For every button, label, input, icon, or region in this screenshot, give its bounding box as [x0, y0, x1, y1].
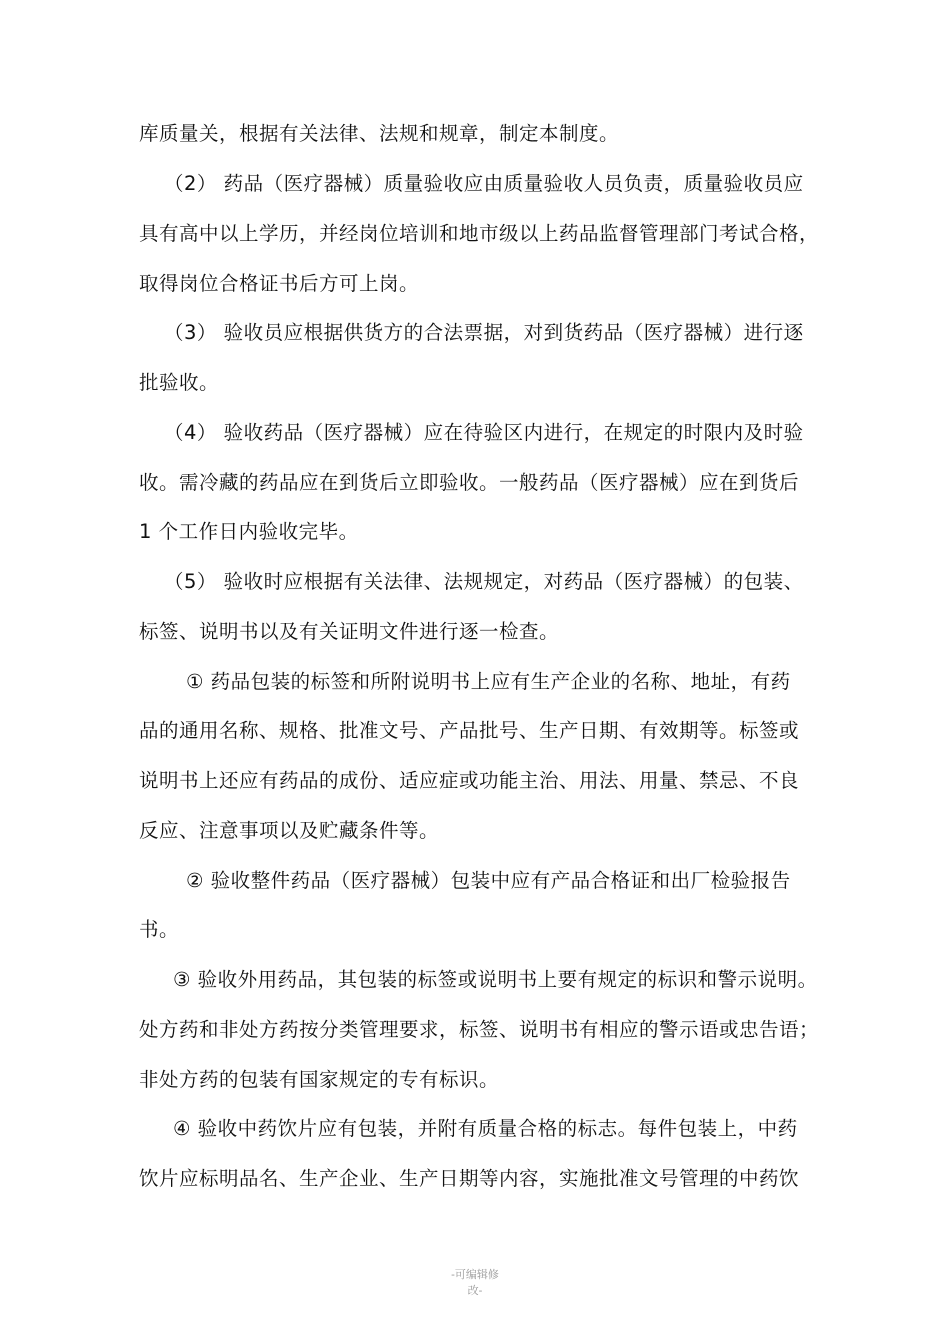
text-line: 1 个工作日内验收完毕。 — [139, 520, 359, 543]
footer-note: -可编辑修 — [451, 1268, 499, 1281]
text-line: 标签、说明书以及有关证明文件进行逐一检查。 — [139, 620, 560, 643]
text-line: 处方药和非处方药按分类管理要求，标签、说明书有相应的警示语或忠告语； — [139, 1018, 820, 1041]
text-line: ① 药品包装的标签和所附说明书上应有生产企业的名称、地址，有药 — [186, 670, 791, 693]
text-line: 饮片应标明品名、生产企业、生产日期等内容，实施批准文号管理的中药饮 — [139, 1167, 800, 1190]
text-line: （4） 验收药品（医疗器械）应在待验区内进行，在规定的时限内及时验 — [164, 421, 804, 444]
text-line: 书。 — [139, 918, 180, 941]
text-line: 取得岗位合格证书后方可上岗。 — [139, 272, 420, 295]
text-line: ② 验收整件药品（医疗器械）包装中应有产品合格证和出厂检验报告 — [186, 869, 791, 892]
text-line: 反应、注意事项以及贮藏条件等。 — [139, 819, 440, 842]
text-line: （3） 验收员应根据供货方的合法票据，对到货药品（医疗器械）进行逐 — [164, 321, 804, 344]
text-line: （5） 验收时应根据有关法律、法规规定，对药品（医疗器械）的包装、 — [164, 570, 804, 593]
text-line: 库质量关，根据有关法律、法规和规章，制定本制度。 — [139, 122, 620, 145]
text-line: 收。需冷藏的药品应在到货后立即验收。一般药品（医疗器械）应在到货后 — [139, 471, 800, 494]
text-line: ④ 验收中药饮片应有包装，并附有质量合格的标志。每件包装上，中药 — [173, 1117, 798, 1140]
text-line: 具有高中以上学历，并经岗位培训和地市级以上药品监督管理部门考试合格， — [139, 222, 820, 245]
text-line: ③ 验收外用药品，其包装的标签或说明书上要有规定的标识和警示说明。 — [173, 968, 818, 991]
text-line: 品的通用名称、规格、批准文号、产品批号、生产日期、有效期等。标签或 — [139, 719, 800, 742]
footer-note: 改- — [467, 1284, 483, 1297]
text-line: 说明书上还应有药品的成份、适应症或功能主治、用法、用量、禁忌、不良 — [139, 769, 800, 792]
text-line: 非处方药的包装有国家规定的专有标识。 — [139, 1068, 500, 1091]
text-line: 批验收。 — [139, 371, 220, 394]
text-line: （2） 药品（医疗器械）质量验收应由质量验收人员负责，质量验收员应 — [164, 172, 804, 195]
